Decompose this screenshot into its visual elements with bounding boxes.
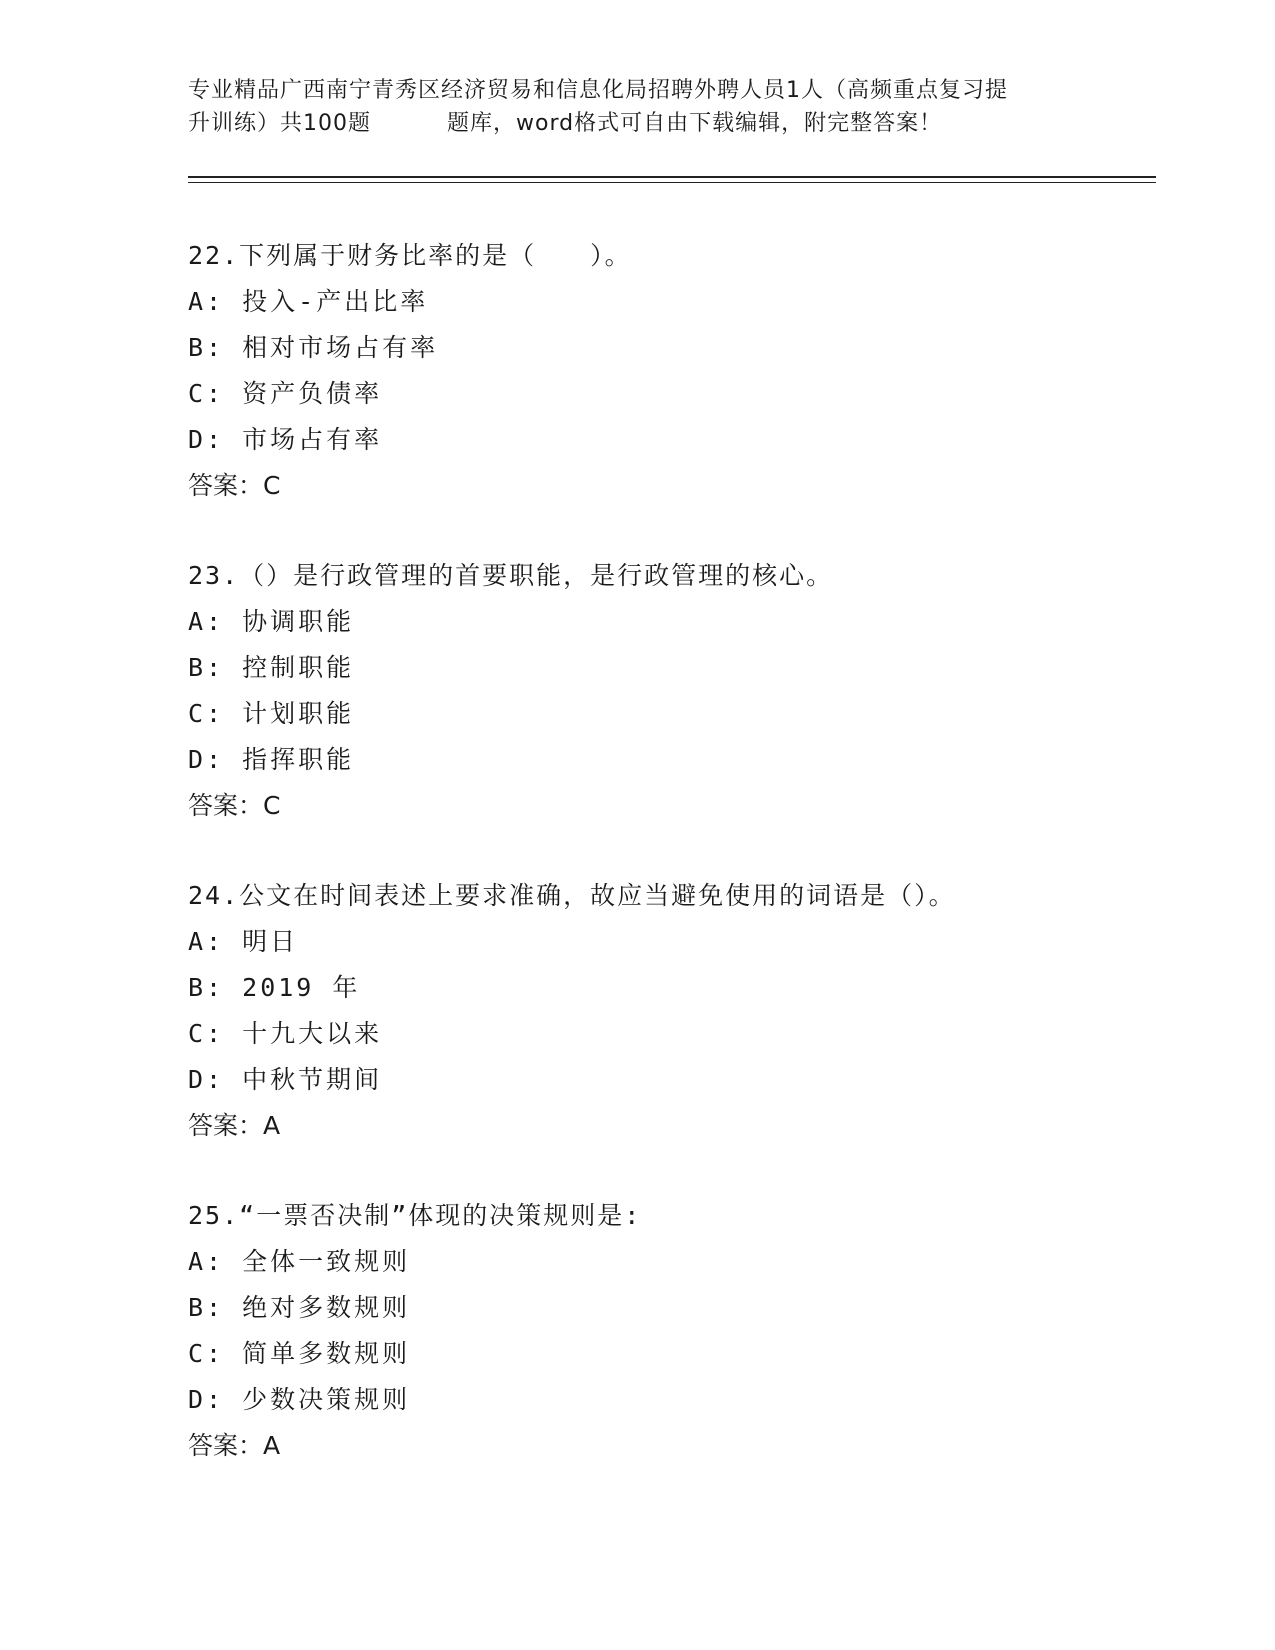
option-b: B: 绝对多数规则: [188, 1293, 411, 1322]
answer: 答案：C: [188, 791, 281, 820]
header-divider-thin: [188, 182, 1156, 183]
option-a: A: 协调职能: [188, 607, 355, 636]
header-line-2-part-1: 升训练）共100题: [188, 111, 371, 136]
answer: 答案：C: [188, 471, 281, 500]
question-23: [188, 553, 1188, 829]
option-d: D: 少数决策规则: [188, 1385, 411, 1414]
option-c: C: 简单多数规则: [188, 1339, 411, 1368]
option-d: D: 市场占有率: [188, 425, 383, 454]
document-header: [188, 74, 1108, 140]
question-24: [188, 873, 1188, 1149]
question-stem: 22.下列属于财务比率的是（ ）。: [188, 241, 632, 270]
question-25: [188, 1193, 1188, 1469]
header-line-1: 专业精品广西南宁青秀区经济贸易和信息化局招聘外聘人员1人（高频重点复习提: [188, 78, 1008, 103]
option-a: A: 投入-产出比率: [188, 287, 429, 316]
question-stem: 23.（）是行政管理的首要职能，是行政管理的核心。: [188, 561, 834, 590]
question-22: [188, 233, 1188, 509]
option-d: D: 中秋节期间: [188, 1065, 383, 1094]
option-a: A: 明日: [188, 927, 299, 956]
question-stem: 25.“一票否决制”体现的决策规则是:: [188, 1201, 642, 1230]
option-b: B: 2019 年: [188, 973, 361, 1002]
option-b: B: 相对市场占有率: [188, 333, 439, 362]
option-b: B: 控制职能: [188, 653, 355, 682]
answer: 答案：A: [188, 1111, 281, 1140]
option-c: C: 资产负债率: [188, 379, 383, 408]
question-stem: 24.公文在时间表述上要求准确，故应当避免使用的词语是（）。: [188, 881, 956, 910]
header-line-2-part-2: 题库，word格式可自由下载编辑，附完整答案！: [447, 111, 943, 136]
option-c: C: 十九大以来: [188, 1019, 383, 1048]
answer: 答案：A: [188, 1431, 281, 1460]
option-c: C: 计划职能: [188, 699, 355, 728]
header-divider-thick: [188, 176, 1156, 178]
header-line-2: [188, 107, 1108, 140]
option-d: D: 指挥职能: [188, 745, 355, 774]
option-a: A: 全体一致规则: [188, 1247, 411, 1276]
